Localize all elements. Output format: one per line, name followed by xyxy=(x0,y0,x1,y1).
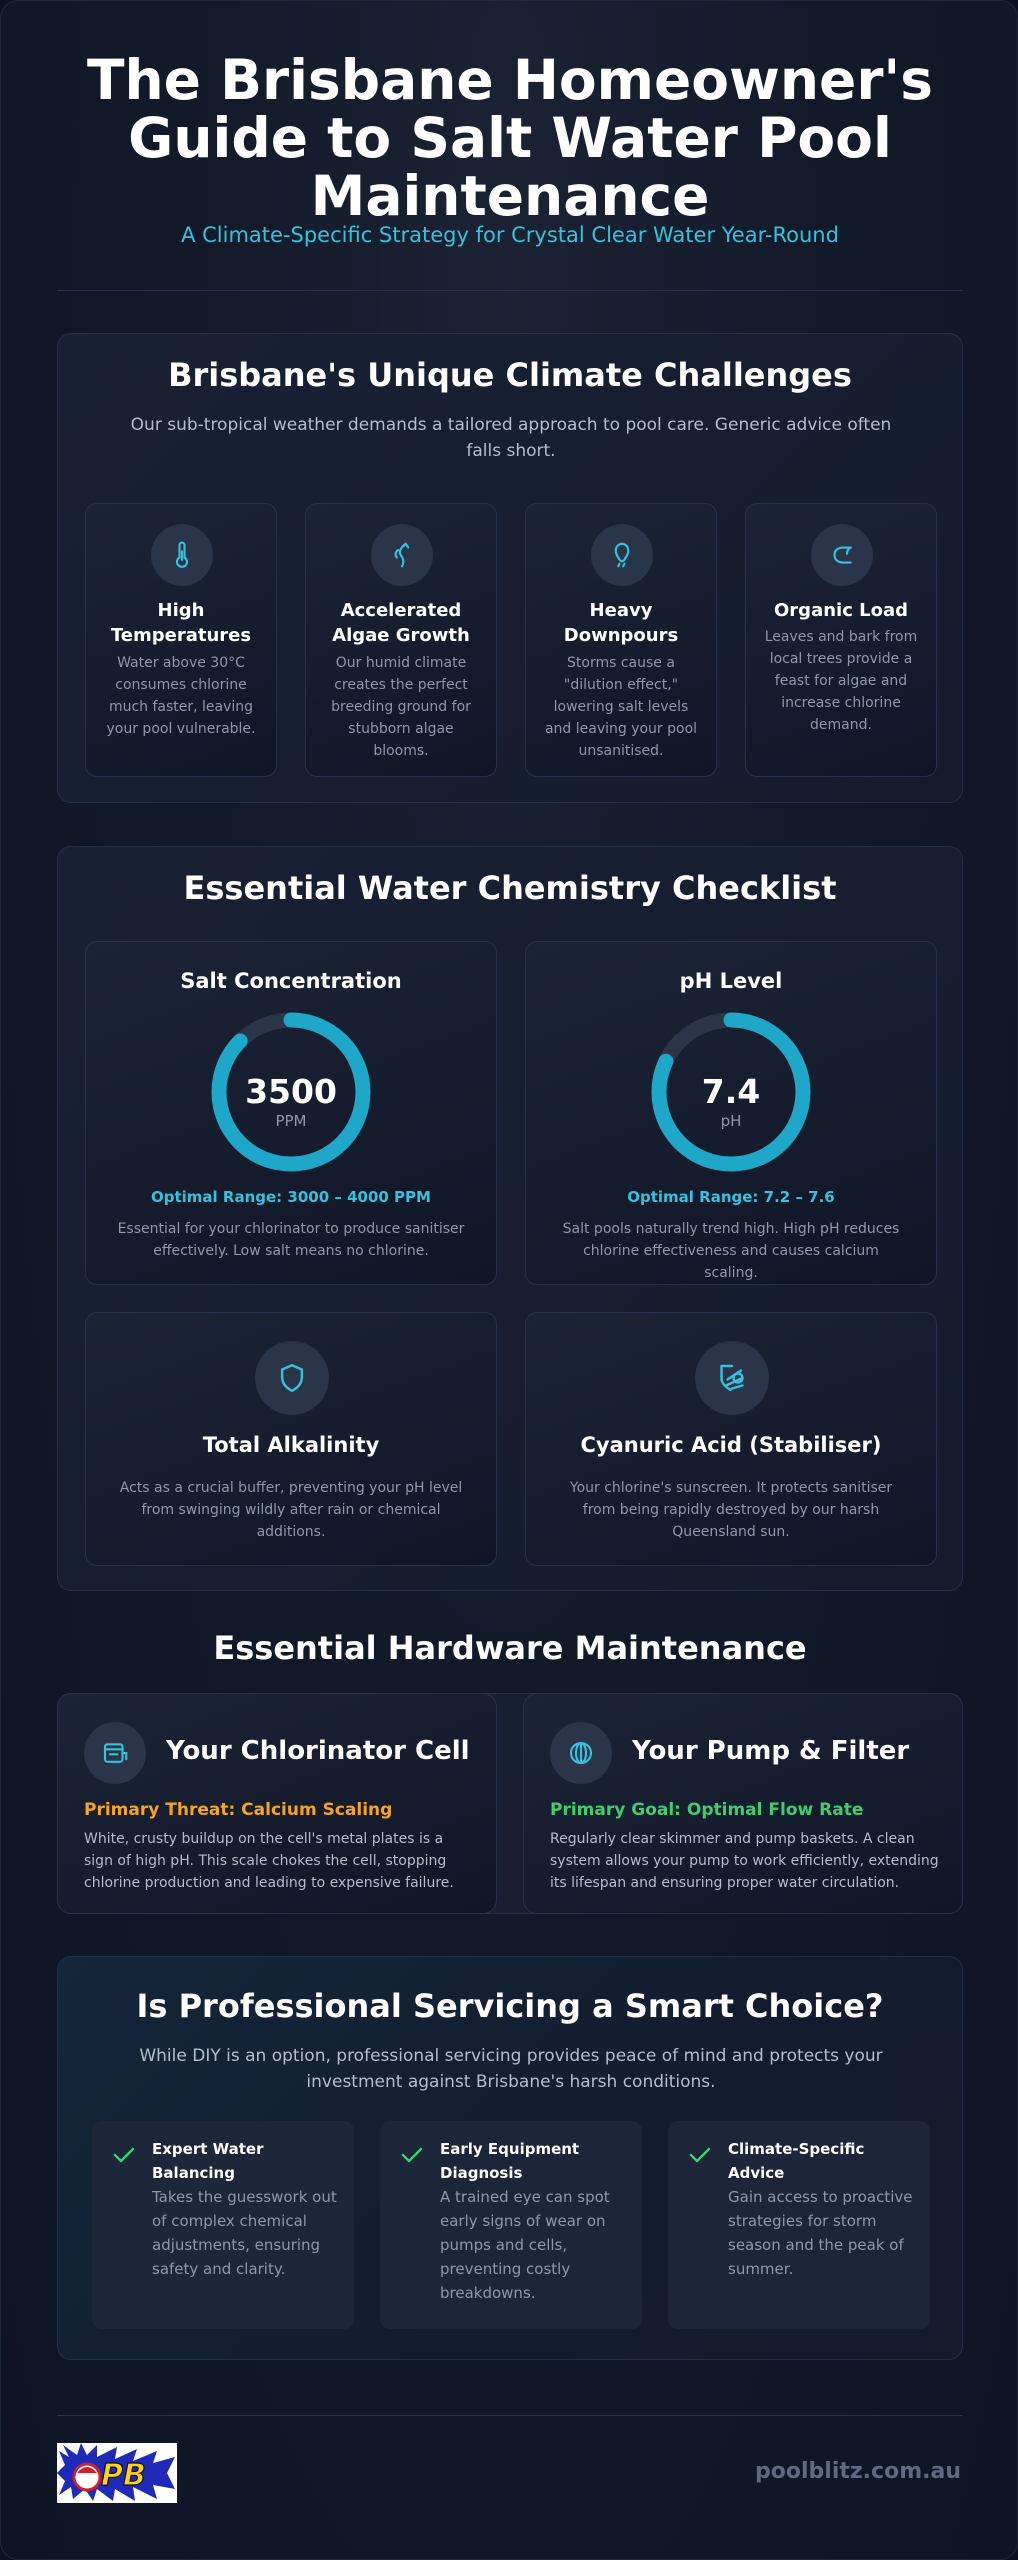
sun-shield-icon xyxy=(695,1341,769,1415)
check-icon xyxy=(400,2145,424,2165)
alkalinity-card xyxy=(85,1312,497,1566)
rain-cloud-icon xyxy=(591,524,653,586)
pro-item-text: Gain access to proactive strategies for storm season and the peak of summer. xyxy=(728,2188,913,2278)
cyanuric-text: Your chlorine's sunscreen. It protects sanitiser from being rapidly destroyed by our harsh Queensland sun. xyxy=(569,1480,893,1540)
chlorinator-card xyxy=(57,1693,497,1914)
hardware-title: Essential Hardware Maintenance xyxy=(213,1629,807,1667)
climate-card-title: High Temperatures xyxy=(110,600,252,646)
climate-card-title: Organic Load xyxy=(774,600,908,621)
pro-item-title: Expert Water Balancing xyxy=(152,2140,264,2182)
chemistry-title: Essential Water Chemistry Checklist xyxy=(183,869,837,907)
poolblitz-logo xyxy=(57,2443,177,2503)
ph-optimal-range: Optimal Range: 7.2 – 7.6 xyxy=(627,1188,835,1206)
climate-card-text: Storms cause a "dilution effect," lowering salt levels and leaving your pool unsanitised. xyxy=(544,655,698,759)
chlorinator-title: Your Chlorinator Cell xyxy=(166,1736,470,1766)
pro-item-text: Takes the guesswork out of complex chemical adjustments, ensuring safety and clarity. xyxy=(152,2188,337,2278)
salt-optimal-range: Optimal Range: 3000 – 4000 PPM xyxy=(151,1188,431,1206)
salt-title: Salt Concentration xyxy=(180,969,402,993)
ph-unit: pH xyxy=(720,1112,742,1130)
chlorinator-text: White, crusty buildup on the cell's metal plates is a sign of high pH. This scale chokes the cell, stopping chlorine production and leading to expensive failure. xyxy=(84,1831,454,1891)
climate-title: Brisbane's Unique Climate Challenges xyxy=(168,356,852,394)
divider xyxy=(57,290,963,291)
climate-section xyxy=(57,333,963,803)
pro-item xyxy=(668,2121,930,2329)
climate-card-title: Accelerated Algae Growth xyxy=(332,600,470,646)
professional-description: While DIY is an option, professional servicing provides peace of mind and protects your investment against Brisbane's harsh conditions. xyxy=(139,2046,883,2092)
pro-item-title: Climate-Specific Advice xyxy=(728,2140,865,2182)
page-subtitle: A Climate-Specific Strategy for Crystal Clear Water Year-Round xyxy=(181,223,839,247)
logo-letters: PB xyxy=(101,2458,146,2493)
climate-card-title: Heavy Downpours xyxy=(563,600,679,646)
pump-card xyxy=(523,1693,963,1914)
pro-item-title: Early Equipment Diagnosis xyxy=(440,2140,580,2182)
thermometer-icon xyxy=(151,524,213,586)
climate-description: Our sub-tropical weather demands a tailored approach to pool care. Generic advice often falls short. xyxy=(130,415,892,461)
pro-item-text: A trained eye can spot early signs of wear on pumps and cells, preventing costly breakdowns. xyxy=(440,2188,610,2302)
pump-title: Your Pump & Filter xyxy=(632,1736,910,1766)
professional-title: Is Professional Servicing a Smart Choice? xyxy=(136,1987,884,2025)
climate-card-algae xyxy=(305,503,497,777)
pump-goal-label: Primary Goal: Optimal Flow Rate xyxy=(550,1800,864,1820)
climate-card-downpours xyxy=(525,503,717,777)
algae-icon xyxy=(371,524,433,586)
pro-item xyxy=(380,2121,642,2329)
salt-value: 3500 xyxy=(245,1072,337,1111)
salt-text: Essential for your chlorinator to produce sanitiser effectively. Low salt means no chlorine. xyxy=(117,1221,465,1259)
ph-card xyxy=(525,941,937,1285)
pump-filter-icon xyxy=(550,1722,612,1784)
pro-item xyxy=(92,2121,354,2329)
salt-card xyxy=(85,941,497,1285)
page-title: The Brisbane Homeowner's Guide to Salt Water Pool Maintenance xyxy=(86,48,934,228)
cyanuric-card xyxy=(525,1312,937,1566)
climate-card-organic xyxy=(745,503,937,777)
chlorinator-threat-label: Primary Threat: Calcium Scaling xyxy=(84,1800,393,1820)
climate-card-text: Leaves and bark from local trees provide a feast for algae and increase chlorine demand. xyxy=(764,629,918,733)
cyanuric-title: Cyanuric Acid (Stabiliser) xyxy=(580,1433,882,1457)
pump-text: Regularly clear skimmer and pump baskets. A clean system allows your pump to work efficiently, extending its lifespan and ensuring proper water circulation. xyxy=(550,1831,939,1891)
climate-card-text: Our humid climate creates the perfect breeding ground for stubborn algae blooms. xyxy=(331,655,471,759)
shield-icon xyxy=(255,1341,329,1415)
salt-unit: PPM xyxy=(275,1112,307,1130)
site-url[interactable]: poolblitz.com.au xyxy=(755,2459,961,2484)
chlorinator-icon xyxy=(84,1722,146,1784)
ph-text: Salt pools naturally trend high. High pH reduces chlorine effectiveness and causes calcium scaling. xyxy=(562,1221,900,1281)
leaf-icon xyxy=(811,524,873,586)
footer-divider xyxy=(57,2415,963,2416)
chemistry-section xyxy=(57,846,963,1591)
ph-title: pH Level xyxy=(679,969,783,993)
ph-value: 7.4 xyxy=(701,1072,761,1111)
professional-section xyxy=(57,1956,963,2360)
alkalinity-text: Acts as a crucial buffer, preventing your pH level from swinging wildly after rain or chemical additions. xyxy=(119,1480,463,1540)
alkalinity-title: Total Alkalinity xyxy=(202,1433,380,1457)
climate-card-text: Water above 30°C consumes chlorine much faster, leaving your pool vulnerable. xyxy=(106,655,256,737)
check-icon xyxy=(688,2145,712,2165)
check-icon xyxy=(112,2145,136,2165)
climate-card-temperature xyxy=(85,503,277,777)
